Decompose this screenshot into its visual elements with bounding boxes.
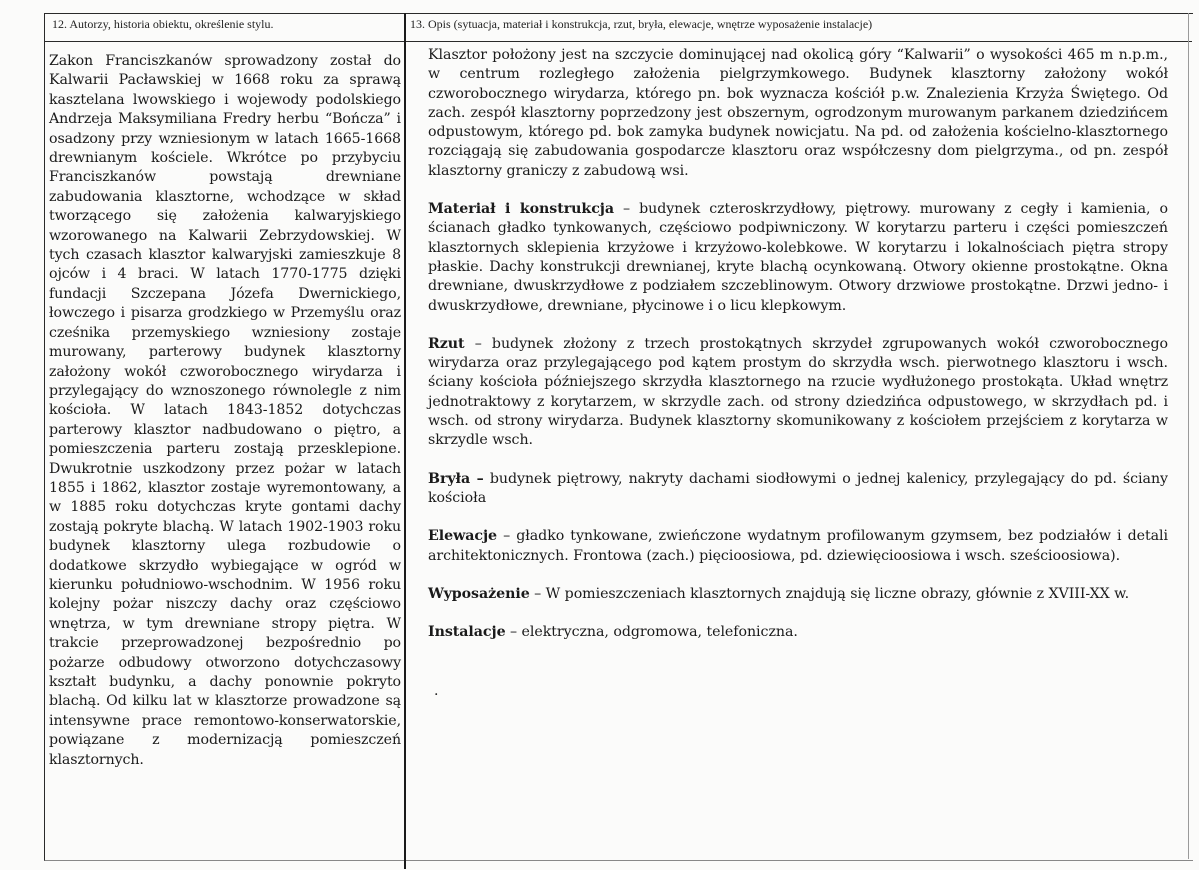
- situation-paragraph: Klasztor położony jest na szczycie dominującej nad okolicą góry “Kalwarii” o wysokości 465 m n.p.m., w centrum rozległego założenia pielgrzymkowego. Budynek klasztorny założony wokół czworobocznego wirydarza, którego pn. bok wyznacza kościół p.w. Znalezienia Krzyża Świętego. Od zach. zespół klasztorny poprzedzony jest obszernym, ogrodzonym murowanym parkanem dziedzińcem odpustowym, którego pd. bok zamyka budynek nowicjatu. Na pd. od założenia kościelno-klasztornego rozciągają się zabudowania gospodarcze klasztoru oraz współczesny dom pielgrzyma., od pn. zespół klasztorny graniczy z zabudową wsi.: [428, 47, 1168, 179]
- elewacje-text: – gładko tynkowane, zwieńczone wydatnym profilowanym gzymsem, bez podziałów i detali architektonicznych. Frontowa (zach.) pięcioosiowa, pd. dziewięcioosiowa i wsch. sześcioosiowa).: [428, 528, 1168, 564]
- bryla-text: budynek piętrowy, nakryty dachami siodłowymi o jednej kalenicy, przylegający do pd. ściany kościoła: [428, 470, 1168, 506]
- section-13-header: 13. Opis (sytuacja, materiał i konstrukcja, rzut, bryła, elewacje, wnętrze wyposażenie instalacje): [410, 17, 873, 31]
- elewacje-label: Elewacje: [428, 528, 498, 545]
- header-divider: [44, 41, 1192, 42]
- section-12-header: 12. Autorzy, historia obiektu, określenie stylu.: [52, 17, 274, 31]
- elewacje-paragraph: [428, 527, 1168, 566]
- history-text: Zakon Franciszkanów sprowadzony został do Kalwarii Pacławskiej w 1668 roku za sprawą kasztelana lwowskiego i wojewody podolskiego Andrzeja Maksymiliana Fredry herbu “Bończa” i osadzony przy wzniesionym w latach 1665-1668 drewnianym kościele. Wkrótce po przybyciu Franciszkanów powstają drewniane zabudowania klasztorne, wchodzące w skład tworzącego się założenia kalwaryjskiego wzorowanego na Kalwarii Zebrzydowskiej. W tych czasach klasztor kalwaryjski zamieszkuje 8 ojców i 4 braci. W latach 1770-1775 dzięki fundacji Szczepana Józefa Dwernickiego, łowczego i pisarza grodzkiego w Przemyślu oraz cześnika przemyskiego wzniesiony zostaje murowany, parterowy budynek klasztorny założony wokół czworobocznego wirydarza i przylegający do wznoszonego równolegle z nim kościoła. W latach 1843-1852 dotychczas parterowy klasztor nadbudowano o piętro, a pomieszczenia parteru zostają przesklepione. Dwukrotnie uszkodzony przez pożar w latach 1855 i 1862, klasztor zostaje wyremontowany, a w 1885 roku dotychczas kryte gontami dachy zostają pokryte blachą. W latach 1902-1903 roku budynek klasztorny ulega rozbudowie o dodatkowe skrzydło wybiegające w ogród w kierunku południowo-wschodnim. W 1956 roku kolejny pożar niszczy dachy oraz częściowo wnętrza, w tym drewniane stropy piętra. W trakcie przeprowadzonej bezpośrednio po pożarze odbudowy otworzono dotychczasowy kształt budynku, a dachy ponownie pokryto blachą. Od kilku lat w klasztorze prowadzone są intensywne prace remontowo-konserwatorskie, powiązane z modernizacją pomieszczeń klasztornych.: [49, 53, 401, 768]
- wyposazenie-text: – W pomieszczeniach klasztornych znajdują się liczne obrazy, głównie z XVIII-XX w.: [529, 585, 1130, 602]
- material-label: Materiał i konstrukcja: [428, 201, 615, 218]
- trailing-dot: .: [434, 683, 439, 699]
- material-text: – budynek czteroskrzydłowy, piętrowy. murowany z cegły i kamienia, o ścianach gładko tynkowanych, częściowo podpiwniczony. W korytarzu parteru i części pomieszczeń klasztornych sklepienia krzyżowe i krzyżowo-kolebkowe. W korytarzu i lokalnościach piętra stropy płaskie. Dachy konstrukcji drewnianej, kryte blachą ocynkowaną. Otwory okienne prostokątne. Okna drewniane, dwuskrzydłowe z podziałem szczeblinowym. Otwory drzwiowe prostokątne. Drzwi jedno- i dwuskrzydłowe, drewniane, płycinowe i o licu klepkowym.: [428, 201, 1169, 314]
- description-column: [428, 46, 1168, 661]
- material-paragraph: [428, 200, 1168, 316]
- instalacje-label: Instalacje: [428, 624, 506, 641]
- column-divider: [404, 13, 406, 869]
- wyposazenie-label: Wyposażenie: [428, 585, 530, 602]
- rzut-text: – budynek złożony z trzech prostokątnych skrzydeł zgrupowanych wokół czworobocznego wirydarza oraz przylegającego pod kątem prostym do skrzydła wsch. pierwotnego klasztoru i wsch. ściany kościoła późniejszego skrzydła klasztornego na rzucie wydłużonego prostokąta. Układ wnętrz jednotraktowy z korytarzem, w skrzydle zach. od strony dziedzińca odpustowego, w skrzydłach pd. i wsch. od strony wirydarza. Budynek klasztorny skomunikowany z kościołem przejściem z korytarza w skrzydle wsch.: [428, 335, 1168, 449]
- page-edge: [1188, 13, 1189, 859]
- bryla-label: Bryła –: [428, 470, 484, 487]
- rzut-paragraph: [428, 335, 1168, 451]
- wyposazenie-paragraph: [428, 585, 1168, 604]
- rzut-label: Rzut: [428, 335, 465, 352]
- bryla-paragraph: [428, 470, 1168, 509]
- instalacje-paragraph: [428, 623, 1168, 642]
- instalacje-text: – elektryczna, odgromowa, telefoniczna.: [505, 624, 798, 641]
